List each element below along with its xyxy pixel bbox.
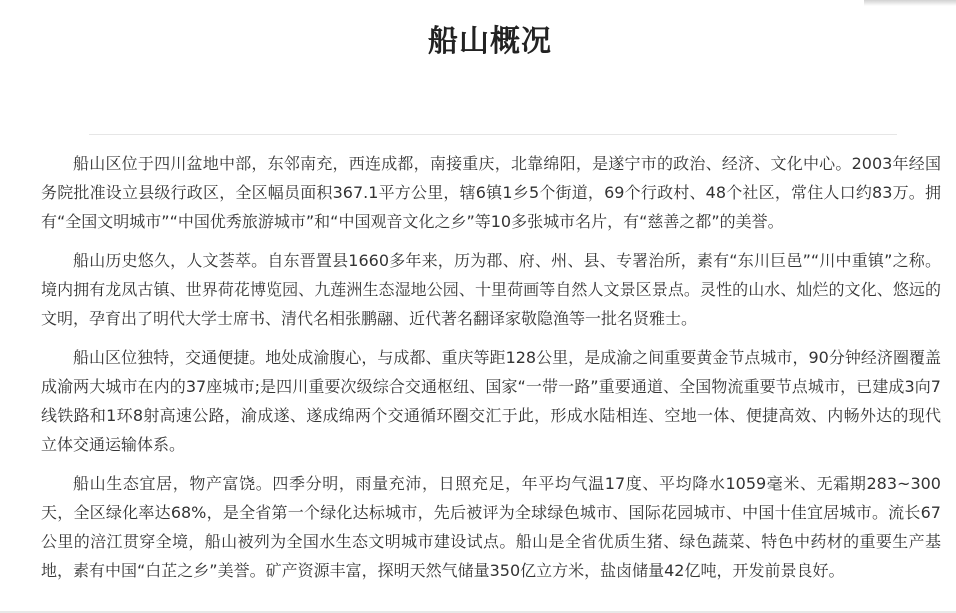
page-title: 船山概况 [428, 24, 552, 59]
paragraph-ecology: 船山生态宜居，物产富饶。四季分明，雨量充沛，日照充足，年平均气温17度、平均降水1059毫米、无霜期283~300天，全区绿化率达68%，是全省第一个绿化达标城市，先后被评为全球绿色城市、国际花园城市、中国十佳宜居城市。流长67公里的涪江贯穿全境，船山被列为全国水生态文明城市建设试点。船山是全省优质生猪、绿色蔬菜、特色中药材的重要生产基地，素有中国“白芷之乡”美誉。矿产资源丰富，探明天然气储量350亿立方米，盐卤储量42亿吨，开发前景良好。 [41, 474, 941, 580]
title-divider [89, 134, 897, 135]
paragraph-history: 船山历史悠久，人文荟萃。自东晋置县1660多年来，历为郡、府、州、县、专署治所，素有“东川巨邑”“川中重镇”之称。境内拥有龙凤古镇、世界荷花博览园、九莲洲生态湿地公园、十里荷画等自然人文景区景点。灵性的山水、灿烂的文化、悠远的文明，孕育出了明代大学士席书、清代名相张鹏翮、近代著名翻译家敬隐渔等一批名贤雅士。 [41, 251, 941, 328]
paragraph-location: 船山区位于四川盆地中部，东邻南充，西连成都，南接重庆，北靠绵阳，是遂宁市的政治、经济、文化中心。2003年经国务院批准设立县级行政区，全区幅员面积367.1平方公里，辖6镇1乡5个街道，69个行政村、48个社区，常住人口约83万。拥有“全国文明城市”“中国优秀旅游城市”和“中国观音文化之乡”等10多张城市名片，有“慈善之都”的美誉。 [41, 154, 941, 231]
article-body [41, 149, 941, 595]
paragraph-transport: 船山区位独特，交通便捷。地处成渝腹心，与成都、重庆等距128公里，是成渝之间重要黄金节点城市，90分钟经济圈覆盖成渝两大城市在内的37座城市;是四川重要次级综合交通枢纽、国家“一带一路”重要通道、全国物流重要节点城市，已建成3向7线铁路和1环8射高速公路，渝成遂、遂成绵两个交通循环圈交汇于此，形成水陆相连、空地一体、便捷高效、内畅外达的现代立体交通运输体系。 [41, 348, 941, 454]
window-corner-shadow [864, 0, 956, 6]
